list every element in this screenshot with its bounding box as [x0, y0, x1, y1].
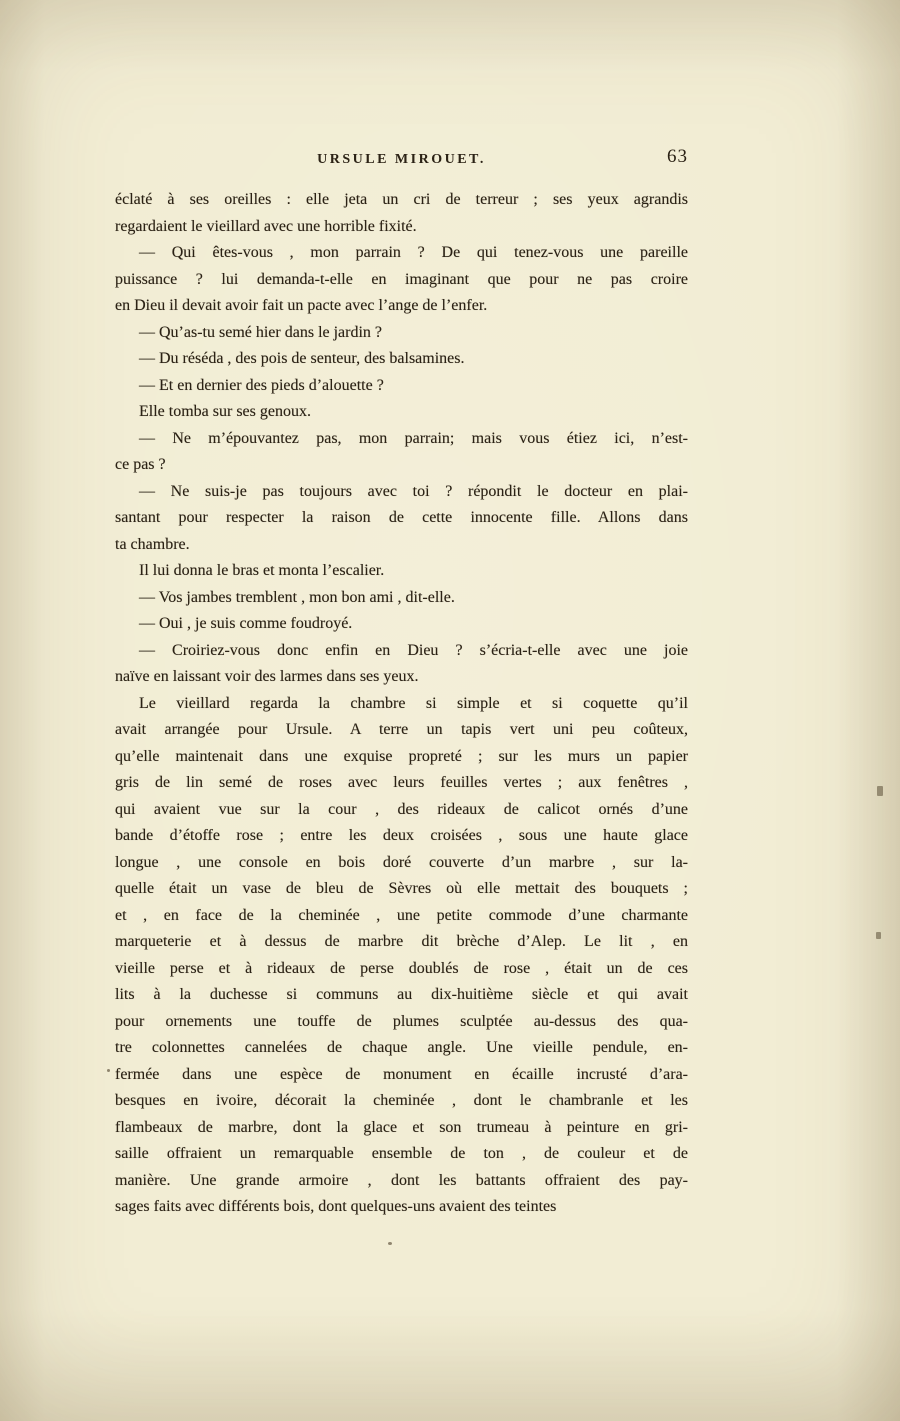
text-line: — Qu’as-tu semé hier dans le jardin ? — [139, 323, 383, 341]
text-line: — Ne m’épouvantez pas, mon parrain; mais vous étiez ici, n’est- — [139, 429, 688, 447]
text-line: sages faits avec différents bois, dont quelques-uns avaient des teintes — [115, 1198, 557, 1215]
paragraph — [115, 558, 688, 585]
paragraph — [115, 187, 688, 240]
text-line: — Et en dernier des pieds d’alouette ? — [139, 376, 384, 394]
text-line: Le vieillard regarda la chambre si simple et si coquette qu’il — [139, 694, 688, 712]
text-line: — Oui , je suis comme foudroyé. — [139, 615, 353, 632]
paragraph — [115, 320, 688, 347]
text-line: avait arrangée pour Ursule. A terre un tapis vert uni peu coûteux, — [115, 721, 688, 738]
text-line: manière. Une grande armoire , dont les battants offraient des pay- — [115, 1171, 688, 1189]
text-line: marqueterie et à dessus de marbre dit brèche d’Alep. Le lit , en — [115, 933, 688, 950]
text-line: vieille perse et à rideaux de perse doublés de rose , était un de ces — [115, 959, 688, 977]
text-line: santant pour respecter la raison de cette innocente fille. Allons dans — [115, 509, 688, 526]
text-line: longue , une console en bois doré couverte d’un marbre , sur la- — [115, 853, 688, 871]
paper-speck — [388, 1242, 392, 1245]
text-line: ce pas ? — [115, 456, 166, 473]
text-line: et , en face de la cheminée , une petite commode d’une charmante — [115, 906, 688, 924]
text-line: lits à la duchesse si communs au dix-huitième siècle et qui avait — [115, 986, 688, 1003]
text-line: — Croiriez-vous donc enfin en Dieu ? s’écria-t-elle avec une joie — [139, 641, 688, 659]
text-line: éclaté à ses oreilles : elle jeta un cri de terreur ; ses yeux agrandis — [115, 191, 688, 208]
text-line: — Qui êtes-vous , mon parrain ? De qui tenez-vous une pareille — [139, 244, 688, 261]
page-header — [115, 146, 688, 176]
paragraph — [115, 426, 688, 479]
text-line: puissance ? lui demanda-t-elle en imaginant que pour ne pas croire — [115, 270, 688, 288]
paper-speck — [107, 1069, 110, 1072]
paragraph — [115, 638, 688, 691]
text-line: en Dieu il devait avoir fait un pacte avec l’ange de l’enfer. — [115, 297, 488, 314]
paragraph — [115, 373, 688, 400]
paragraph — [115, 691, 688, 1221]
text-line: ta chambre. — [115, 535, 190, 553]
text-line: pour ornements une touffe de plumes sculptée au-dessus des qua- — [115, 1012, 688, 1030]
paragraph — [115, 240, 688, 320]
paragraph — [115, 611, 688, 638]
paragraph — [115, 585, 688, 612]
text-block — [115, 187, 688, 1221]
text-line: saille offraient un remarquable ensemble de ton , de couleur et de — [115, 1145, 688, 1162]
text-line: Elle tomba sur ses genoux. — [139, 403, 311, 420]
margin-mark — [877, 786, 883, 796]
paragraph — [115, 479, 688, 559]
text-line: qu’elle maintenait dans une exquise propreté ; sur les murs un papier — [115, 747, 688, 765]
paragraph — [115, 399, 688, 426]
text-line: fermée dans une espèce de monument en écaille incrusté d’ara- — [115, 1065, 688, 1083]
running-title: URSULE MIROUET. — [317, 152, 486, 167]
text-line: — Vos jambes tremblent , mon bon ami , dit-elle. — [139, 588, 455, 606]
text-line: besques en ivoire, décorait la cheminée , dont le chambranle et les — [115, 1092, 688, 1109]
text-line: qui avaient vue sur la cour , des rideaux de calicot ornés d’une — [115, 800, 688, 818]
text-line: flambeaux de marbre, dont la glace et son trumeau à peinture en gri- — [115, 1118, 688, 1136]
text-line: naïve en laissant voir des larmes dans ses yeux. — [115, 668, 419, 685]
text-line: Il lui donna le bras et monta l’escalier. — [139, 562, 385, 579]
page-number: 63 — [667, 146, 688, 167]
text-line: tre colonnettes cannelées de chaque angle. Une vieille pendule, en- — [115, 1039, 688, 1056]
paragraph — [115, 346, 688, 373]
text-line: — Ne suis-je pas toujours avec toi ? répondit le docteur en plai- — [139, 482, 688, 500]
margin-mark — [876, 932, 881, 939]
text-line: bande d’étoffe rose ; entre les deux croisées , sous une haute glace — [115, 827, 688, 844]
text-line: gris de lin semé de roses avec leurs feuilles vertes ; aux fenêtres , — [115, 774, 688, 791]
text-line: regardaient le vieillard avec une horrible fixité. — [115, 217, 417, 235]
text-line: — Du réséda , des pois de senteur, des balsamines. — [139, 350, 465, 367]
text-line: quelle était un vase de bleu de Sèvres où elle mettait des bouquets ; — [115, 880, 688, 897]
